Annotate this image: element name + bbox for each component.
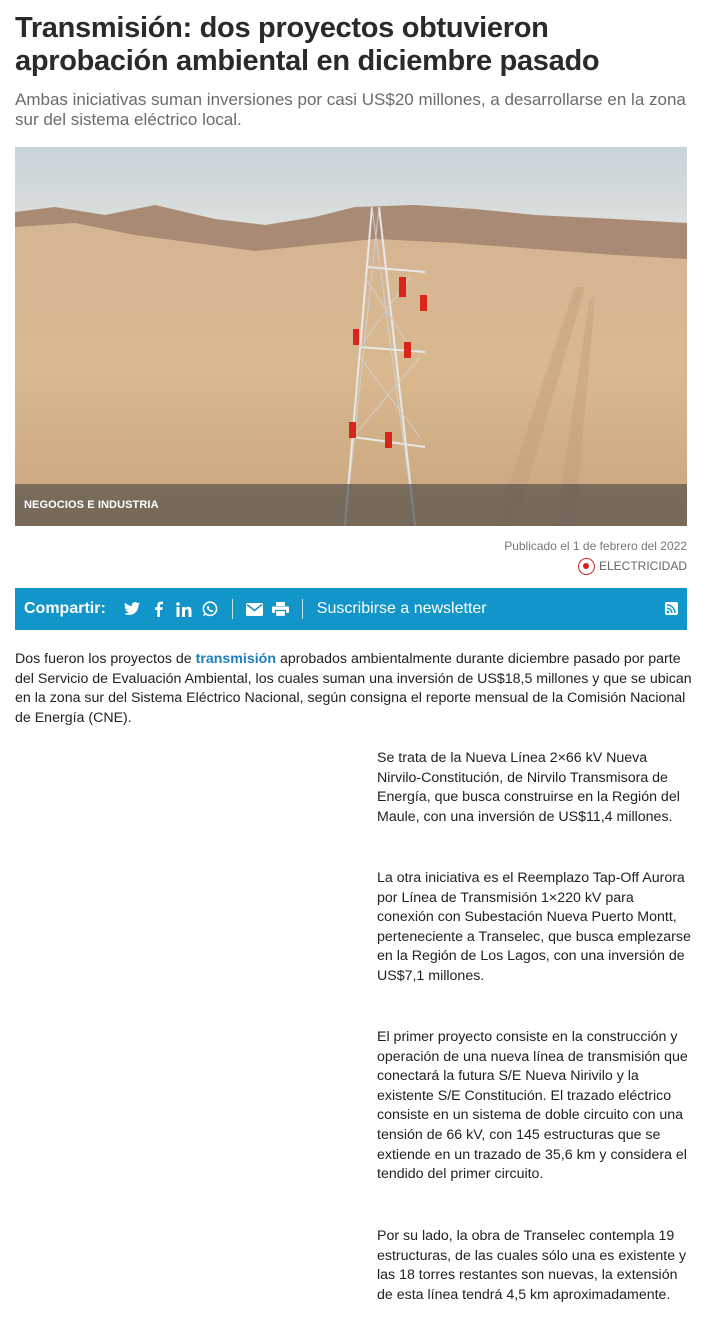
divider xyxy=(232,599,233,619)
electricity-category-icon xyxy=(578,558,595,575)
image-caption-bar xyxy=(15,484,687,526)
share-icons xyxy=(124,599,307,619)
email-icon[interactable] xyxy=(246,601,263,618)
publish-date: Publicado el 1 de febrero del 2022 xyxy=(504,539,687,553)
lead-text: aprobados ambientalmente durante diciembre pasado por parte del Servicio de Evaluación Ambiental, los cuales suman una inversión de US$18,5 millones y que se ubican en la zona sur del Sistema Eléctrico Nacional, según consigna el reporte mensual de la Comisión Nacional de Energía (CNE). xyxy=(15,651,692,726)
print-icon[interactable] xyxy=(272,601,289,618)
transmision-link[interactable]: transmisión xyxy=(195,651,277,667)
hero-image[interactable] xyxy=(15,147,687,526)
share-bar xyxy=(15,588,687,630)
category-tag[interactable] xyxy=(578,557,687,575)
transmission-tower-desert-photo xyxy=(15,147,687,526)
linkedin-icon[interactable] xyxy=(176,601,193,618)
article-lead-paragraph xyxy=(15,650,695,728)
article-headline: Transmisión: dos proyectos obtuvieron aprobación ambiental en diciembre pasado xyxy=(15,12,600,77)
twitter-icon[interactable] xyxy=(124,601,141,618)
image-caption[interactable]: NEGOCIOS E INDUSTRIA xyxy=(24,499,159,511)
body-paragraph-1: Se trata de la Nueva Línea 2×66 kV Nueva Nirvilo-Constitución, de Nirvilo Transmisora de Energía, que busca construirse en la Región del Maule, con una inversión de US$11,4 millones. xyxy=(377,750,680,825)
lead-text: Dos fueron los proyectos de xyxy=(15,651,196,667)
category-label[interactable]: ELECTRICIDAD xyxy=(598,559,687,573)
divider xyxy=(302,599,303,619)
rss-icon[interactable] xyxy=(665,602,678,615)
whatsapp-icon[interactable] xyxy=(202,601,219,618)
body-paragraph-4: Por su lado, la obra de Transelec contempla 19 estructuras, de las cuales sólo una es existente y las 18 torres restantes son nuevas, la extensión de esta línea tendrá 4,5 km aproximadamente. xyxy=(377,1228,687,1303)
share-label: Compartir: xyxy=(24,600,106,617)
body-paragraph-3: El primer proyecto consiste en la construcción y operación de una nueva línea de transmisión que conectará la futura S/E Nueva Nirivilo y la existente S/E Constitución. El trazado eléctrico consiste en un sistema de doble circuito con una tensión de 66 kV, con 145 estructuras que se extiende en un trazado de 35,6 km y considera el tendido del primer circuito. xyxy=(377,1029,688,1183)
newsletter-subscribe-link[interactable]: Suscribirse a newsletter xyxy=(316,600,487,617)
article-subhead: Ambas iniciativas suman inversiones por casi US$20 millones, a desarrollarse en la zona sur del sistema eléctrico local. xyxy=(15,90,686,129)
facebook-icon[interactable] xyxy=(150,601,167,618)
body-paragraph-2: La otra iniciativa es el Reemplazo Tap-Off Aurora por Línea de Transmisión 1×220 kV para conexión con Subestación Nueva Puerto Montt, perteneciente a Transelec, que busca emplezarse en la Región de Los Lagos, con una inversión de US$7,1 millones. xyxy=(377,870,691,984)
